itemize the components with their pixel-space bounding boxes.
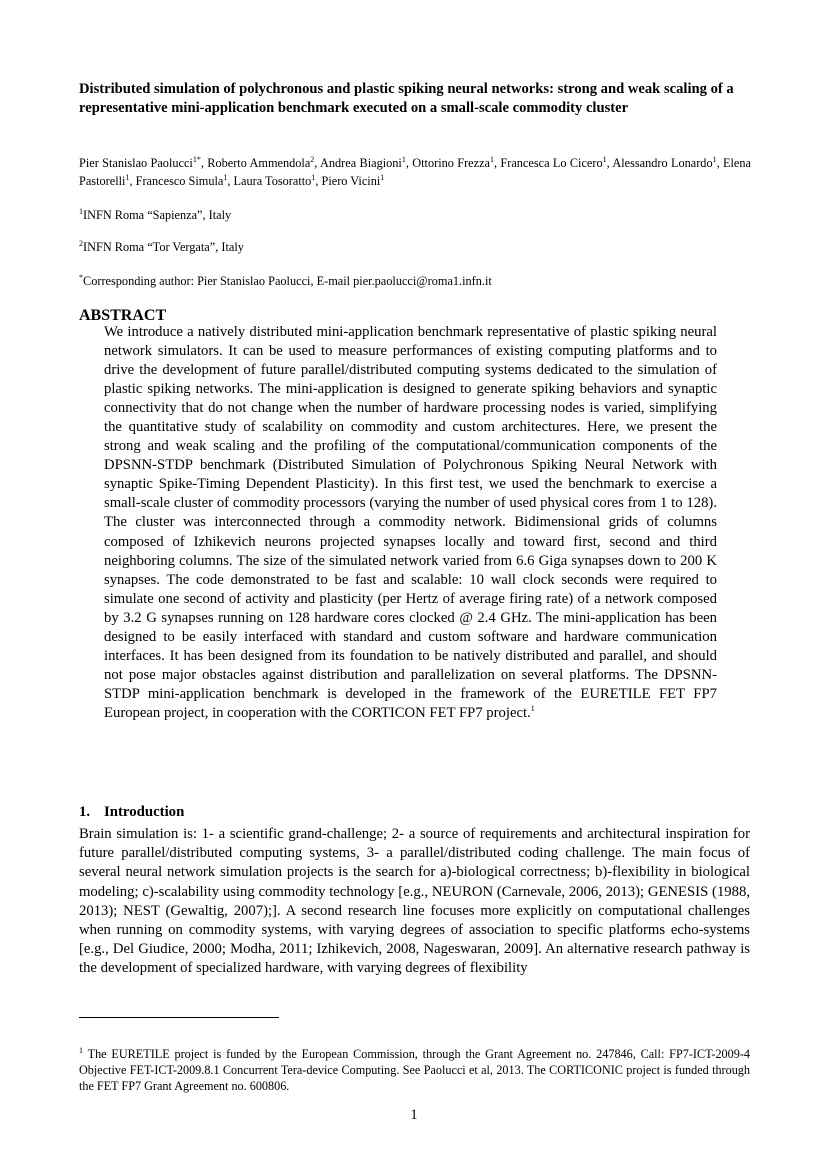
author: Laura Tosoratto$^1$: [233, 172, 316, 188]
page-number: 1: [410, 1107, 418, 1123]
introduction-text: Brain simulation is: 1- a scientific grand-challenge; 2- a source of requirements and architectural inspiration for future parallel/distributed computing systems, 3- a parallel/distributed coding challenge. The main focus of several neural network simulation projects is the search for a)-biological correctness; b)-flexibility in biological modeling; c)-scalability using commodity technology [e.g., NEURON (Carnevale, 2006, 2013); GENESIS (1988, 2013); NEST (Gewaltig, 2007);]. A second research line focuses more explicitly on computational challenges when running on commodity systems, with varying degrees of association to specific platforms echo-systems [e.g., Del Giudice, 2000; Modha, 2011; Izhikevich, 2008, Nageswaran, 2009]. An alternative research pathway is the development of specialized hardware, with varying degrees of flexibility: [79, 826, 750, 977]
author: Andrea Biagioni$^1$: [320, 154, 406, 170]
introduction-heading: 1. Introduction: [79, 804, 185, 820]
author: Ottorino Frezza$^1$: [412, 154, 494, 170]
paper-title: Distributed simulation of polychronous and plastic spiking neural networks: strong and weak scaling of a representative mini-application benchmark executed on a small-scale commodity cluster: [79, 81, 734, 116]
footnote: $^1$ The EURETILE project is funded by the European Commission, through the Grant Agreement no. 247846, Call: FP7-ICT-2009-4 Objective FET-ICT-2009.8.1 Concurrent Tera-device Computing. See Paolucci et al, 2013. The CORTICONIC project is funded through the FET FP7 Grant Agreement no. 600806.: [79, 1045, 750, 1093]
abstract-text: We introduce a natively distributed mini-application benchmark representative of plastic spiking neural network simulators. It can be used to measure performances of existing computing platforms and to drive the development of future parallel/distributed computing systems dedicated to the simulation of plastic spiking networks. The mini-application is designed to generate spiking behaviors and synaptic connectivity that do not change when the number of hardware processing nodes is varied, simplifying the quantitative study of scalability on commodity and custom architectures. Here, we present the strong and weak scaling and the profiling of the computational/communication components of the DPSNN-STDP benchmark (Distributed Simulation of Polychronous Spiking Neural Network with synaptic Spike-Timing Dependent Plasticity). In this first test, we used the benchmark to exercise a small-scale cluster of commodity processors (varying the number of used physical cores from 1 to 128). The cluster was interconnected through a commodity network. Bidimensional grids of columns composed of Izhikevich neurons projected synapses locally and toward first, second and third neighboring columns. The size of the simulated network varied from 6.6 Giga synapses down to 200 K synapses. The code demonstrated to be fast and scalable: 10 wall clock seconds were required to simulate one second of activity and plasticity (per Hertz of average firing rate) of a network composed by 3.2 G synapses running on 128 hardware cores clocked @ 2.4 GHz. The mini-application has been designed to be easily interfaced with standard and custom software and hardware communication interfaces. It has been designed from its foundation to be natively distributed and parallel, and should not pose major obstacles against distribution and parallelization on several platforms. The DPSNN-STDP mini-application benchmark is developed in the framework of the EURETILE FET FP7 European project, in cooperation with the CORTICON FET FP7 project.$^1$: [104, 324, 717, 721]
author: Piero Vicini$^1$: [321, 172, 385, 188]
author: Francesco Simula$^1$: [135, 172, 228, 188]
corresponding-author: *Corresponding author: Pier Stanislao Paolucci, E-mail pier.paolucci@roma1.infn.it: [79, 272, 492, 288]
author-list: Pier Stanislao Paolucci$^{1*}$, Roberto Ammendola$^2$, Andrea Biagioni$^1$, Ottorino Frezza$^1$, Francesca Lo Cicero$^1$, Alessandro Lonardo$^1$, Elena Pastorelli$^1$, Francesco Simula$^1$, Laura Tosoratto$^1$, Piero Vicini$^1$: [79, 154, 751, 188]
affiliation-2: $^2$INFN Roma “Tor Vergata”, Italy: [79, 238, 244, 254]
author: Pier Stanislao Paolucci$^{1*}$: [79, 154, 201, 170]
footnote-divider: [79, 1017, 279, 1018]
author: Alessandro Lonardo$^1$: [612, 154, 717, 170]
author: Francesca Lo Cicero$^1$: [500, 154, 607, 170]
footnote-ref[interactable]: 1: [530, 704, 535, 714]
abstract-heading: ABSTRACT: [79, 307, 167, 324]
affiliation-1: $^1$INFN Roma “Sapienza”, Italy: [79, 206, 232, 222]
author: Elena Pastorelli$^1$: [79, 156, 751, 188]
author: Roberto Ammendola$^2$: [207, 154, 315, 170]
